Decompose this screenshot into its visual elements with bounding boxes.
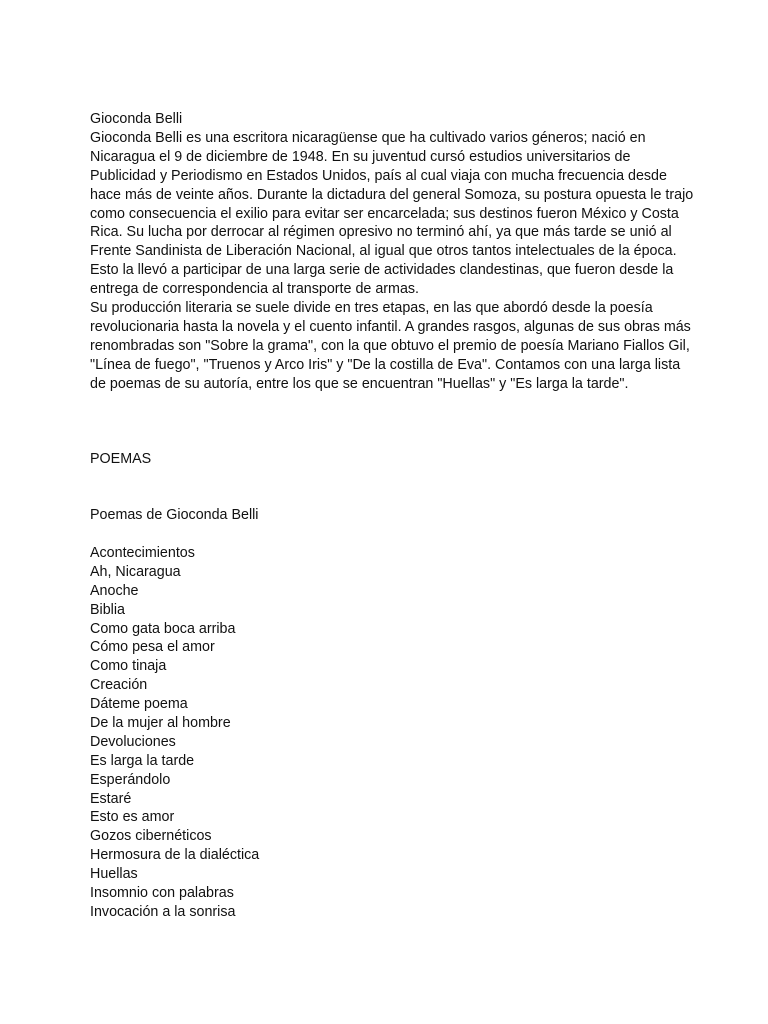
poem-title: Esto es amor: [90, 809, 175, 826]
poem-title: Anoche: [90, 582, 139, 599]
biography-line: Frente Sandinista de Liberación Nacional, al igual que otros tantos intelectuales de la época.: [90, 243, 677, 260]
biography-line: Nicaragua el 9 de diciembre de 1948. En su juventud cursó estudios universitarios de: [90, 148, 631, 165]
works-line: de poemas de su autoría, entre los que se encuentran "Huellas" y "Es larga la tarde".: [90, 375, 629, 392]
biography-paragraph: [90, 129, 694, 299]
biography-line: Gioconda Belli es una escritora nicaragüense que ha cultivado varios géneros; nació en: [90, 129, 646, 146]
works-line: Su producción literaria se suele divide en tres etapas, en las que abordó desde la poesía: [90, 300, 653, 317]
poem-title: Ah, Nicaragua: [90, 563, 181, 580]
poem-title: Hermosura de la dialéctica: [90, 847, 260, 864]
poems-subheading: Poemas de Gioconda Belli: [90, 507, 259, 523]
document-title: Gioconda Belli: [90, 111, 183, 127]
poem-title: Es larga la tarde: [90, 752, 195, 769]
works-line: renombradas son "Sobre la grama", con la que obtuvo el premio de poesía Mariano Fiallos Gil,: [90, 337, 690, 354]
biography-line: hace más de veinte años. Durante la dictadura del general Somoza, su postura opuesta le trajo: [90, 186, 694, 203]
works-line: revolucionaria hasta la novela y el cuento infantil. A grandes rasgos, algunas de sus obras más: [90, 318, 691, 335]
poem-title: Acontecimientos: [90, 545, 195, 561]
poem-title: Devoluciones: [90, 733, 176, 750]
poem-title: Huellas: [90, 866, 138, 883]
poem-title: Creación: [90, 677, 148, 694]
poem-title: Esperándolo: [90, 771, 171, 788]
document-page: [90, 110, 694, 920]
poem-title: Cómo pesa el amor: [90, 639, 215, 656]
poem-title: Como tinaja: [90, 658, 167, 675]
poem-title: Gozos cibernéticos: [90, 828, 212, 845]
biography-line: entrega de correspondencia al transporte de armas.: [90, 281, 420, 298]
poem-title: Invocación a la sonrisa: [90, 903, 236, 920]
works-line: "Línea de fuego", "Truenos y Arco Iris" y "De la costilla de Eva". Contamos con una larga lista: [90, 356, 681, 373]
poem-title: Dáteme poema: [90, 696, 188, 713]
biography-line: Publicidad y Periodismo en Estados Unidos, país al cual viaja con mucha frecuencia desde: [90, 167, 667, 184]
poem-title: De la mujer al hombre: [90, 715, 231, 732]
poem-title: Insomnio con palabras: [90, 885, 234, 902]
biography-line: Rica. Su lucha por derrocar al régimen opresivo no terminó ahí, ya que más tarde se unió al: [90, 224, 672, 241]
poem-list: [90, 544, 259, 922]
poem-title: Como gata boca arriba: [90, 620, 236, 637]
poem-title: Estaré: [90, 790, 132, 807]
works-paragraph: [90, 299, 690, 394]
biography-line: Esto la llevó a participar de una larga serie de actividades clandestinas, que fueron desde la: [90, 262, 674, 279]
section-heading-poemas: POEMAS: [90, 451, 152, 467]
biography-line: como consecuencia el exilio para evitar ser encarcelada; sus destinos fueron México y Costa: [90, 205, 679, 222]
poem-title: Biblia: [90, 601, 125, 618]
